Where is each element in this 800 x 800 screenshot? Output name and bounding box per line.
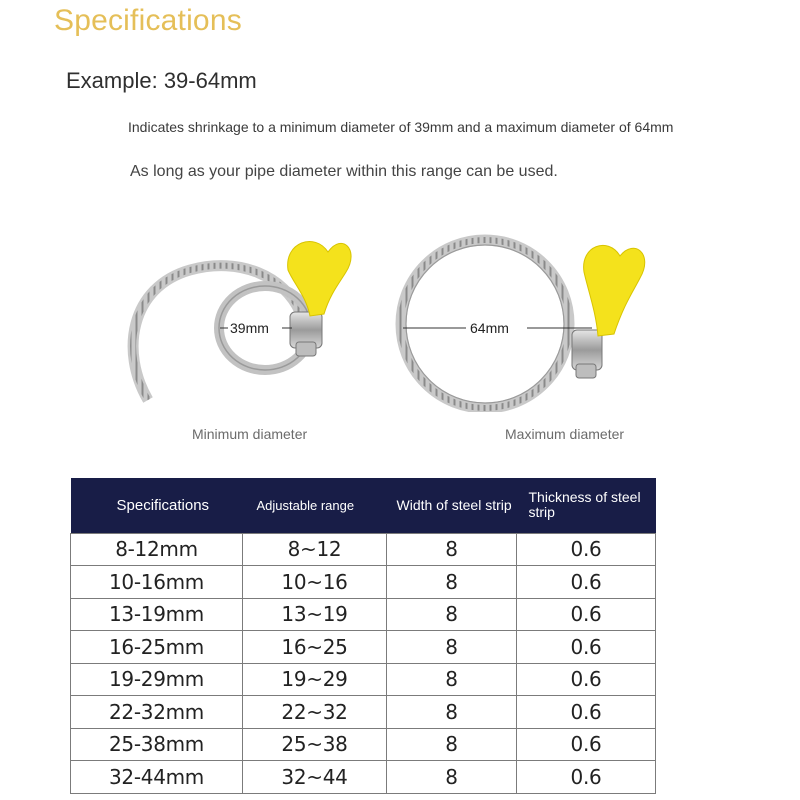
cell-strip-thickness: 0.6 [517,533,656,566]
cell-specification: 19-29mm [71,663,243,696]
cell-adjustable-range: 32~44 [243,761,387,794]
cell-strip-width: 8 [387,761,517,794]
cell-strip-thickness: 0.6 [517,696,656,729]
cell-adjustable-range: 13~19 [243,598,387,631]
cell-strip-thickness: 0.6 [517,663,656,696]
cell-adjustable-range: 19~29 [243,663,387,696]
table-row [71,696,656,729]
example-title: Example: 39-64mm [66,68,257,93]
min-clamp-image [133,242,351,400]
cell-adjustable-range: 22~32 [243,696,387,729]
header-adjustable-range: Adjustable range [243,478,387,533]
max-diameter-label: 64mm [470,320,509,336]
cell-specification: 8-12mm [71,533,243,566]
min-diameter-caption: Minimum diameter [192,426,308,442]
cell-strip-thickness: 0.6 [517,631,656,664]
table-row [71,566,656,599]
cell-strip-width: 8 [387,631,517,664]
table-row [71,761,656,794]
table-row [71,631,656,664]
hose-clamp-figure [110,232,650,412]
header-strip-thickness: Thickness of steel strip [517,478,656,533]
min-diameter-label: 39mm [230,320,269,336]
cell-strip-width: 8 [387,663,517,696]
cell-strip-width: 8 [387,696,517,729]
header-strip-width: Width of steel strip [387,478,517,533]
cell-strip-width: 8 [387,728,517,761]
max-clamp-image [401,240,645,408]
cell-adjustable-range: 8~12 [243,533,387,566]
cell-strip-thickness: 0.6 [517,598,656,631]
page-heading: Specifications [54,4,242,37]
cell-strip-thickness: 0.6 [517,566,656,599]
cell-specification: 10-16mm [71,566,243,599]
range-description: Indicates shrinkage to a minimum diameter of 39mm and a maximum diameter of 64mm [128,119,674,135]
cell-strip-thickness: 0.6 [517,761,656,794]
cell-strip-width: 8 [387,566,517,599]
table-row [71,728,656,761]
cell-specification: 22-32mm [71,696,243,729]
cell-strip-thickness: 0.6 [517,728,656,761]
cell-specification: 13-19mm [71,598,243,631]
table-header-row [71,478,656,533]
cell-adjustable-range: 16~25 [243,631,387,664]
cell-strip-width: 8 [387,598,517,631]
cell-specification: 16-25mm [71,631,243,664]
table-row [71,598,656,631]
header-specifications: Specifications [71,478,243,533]
cell-adjustable-range: 25~38 [243,728,387,761]
table-body [71,533,656,793]
cell-specification: 25-38mm [71,728,243,761]
cell-specification: 32-44mm [71,761,243,794]
max-diameter-caption: Maximum diameter [505,426,625,442]
usage-note: As long as your pipe diameter within this range can be used. [130,163,558,180]
table-row [71,663,656,696]
cell-adjustable-range: 10~16 [243,566,387,599]
table-row [71,533,656,566]
specifications-table [70,478,656,794]
cell-strip-width: 8 [387,533,517,566]
